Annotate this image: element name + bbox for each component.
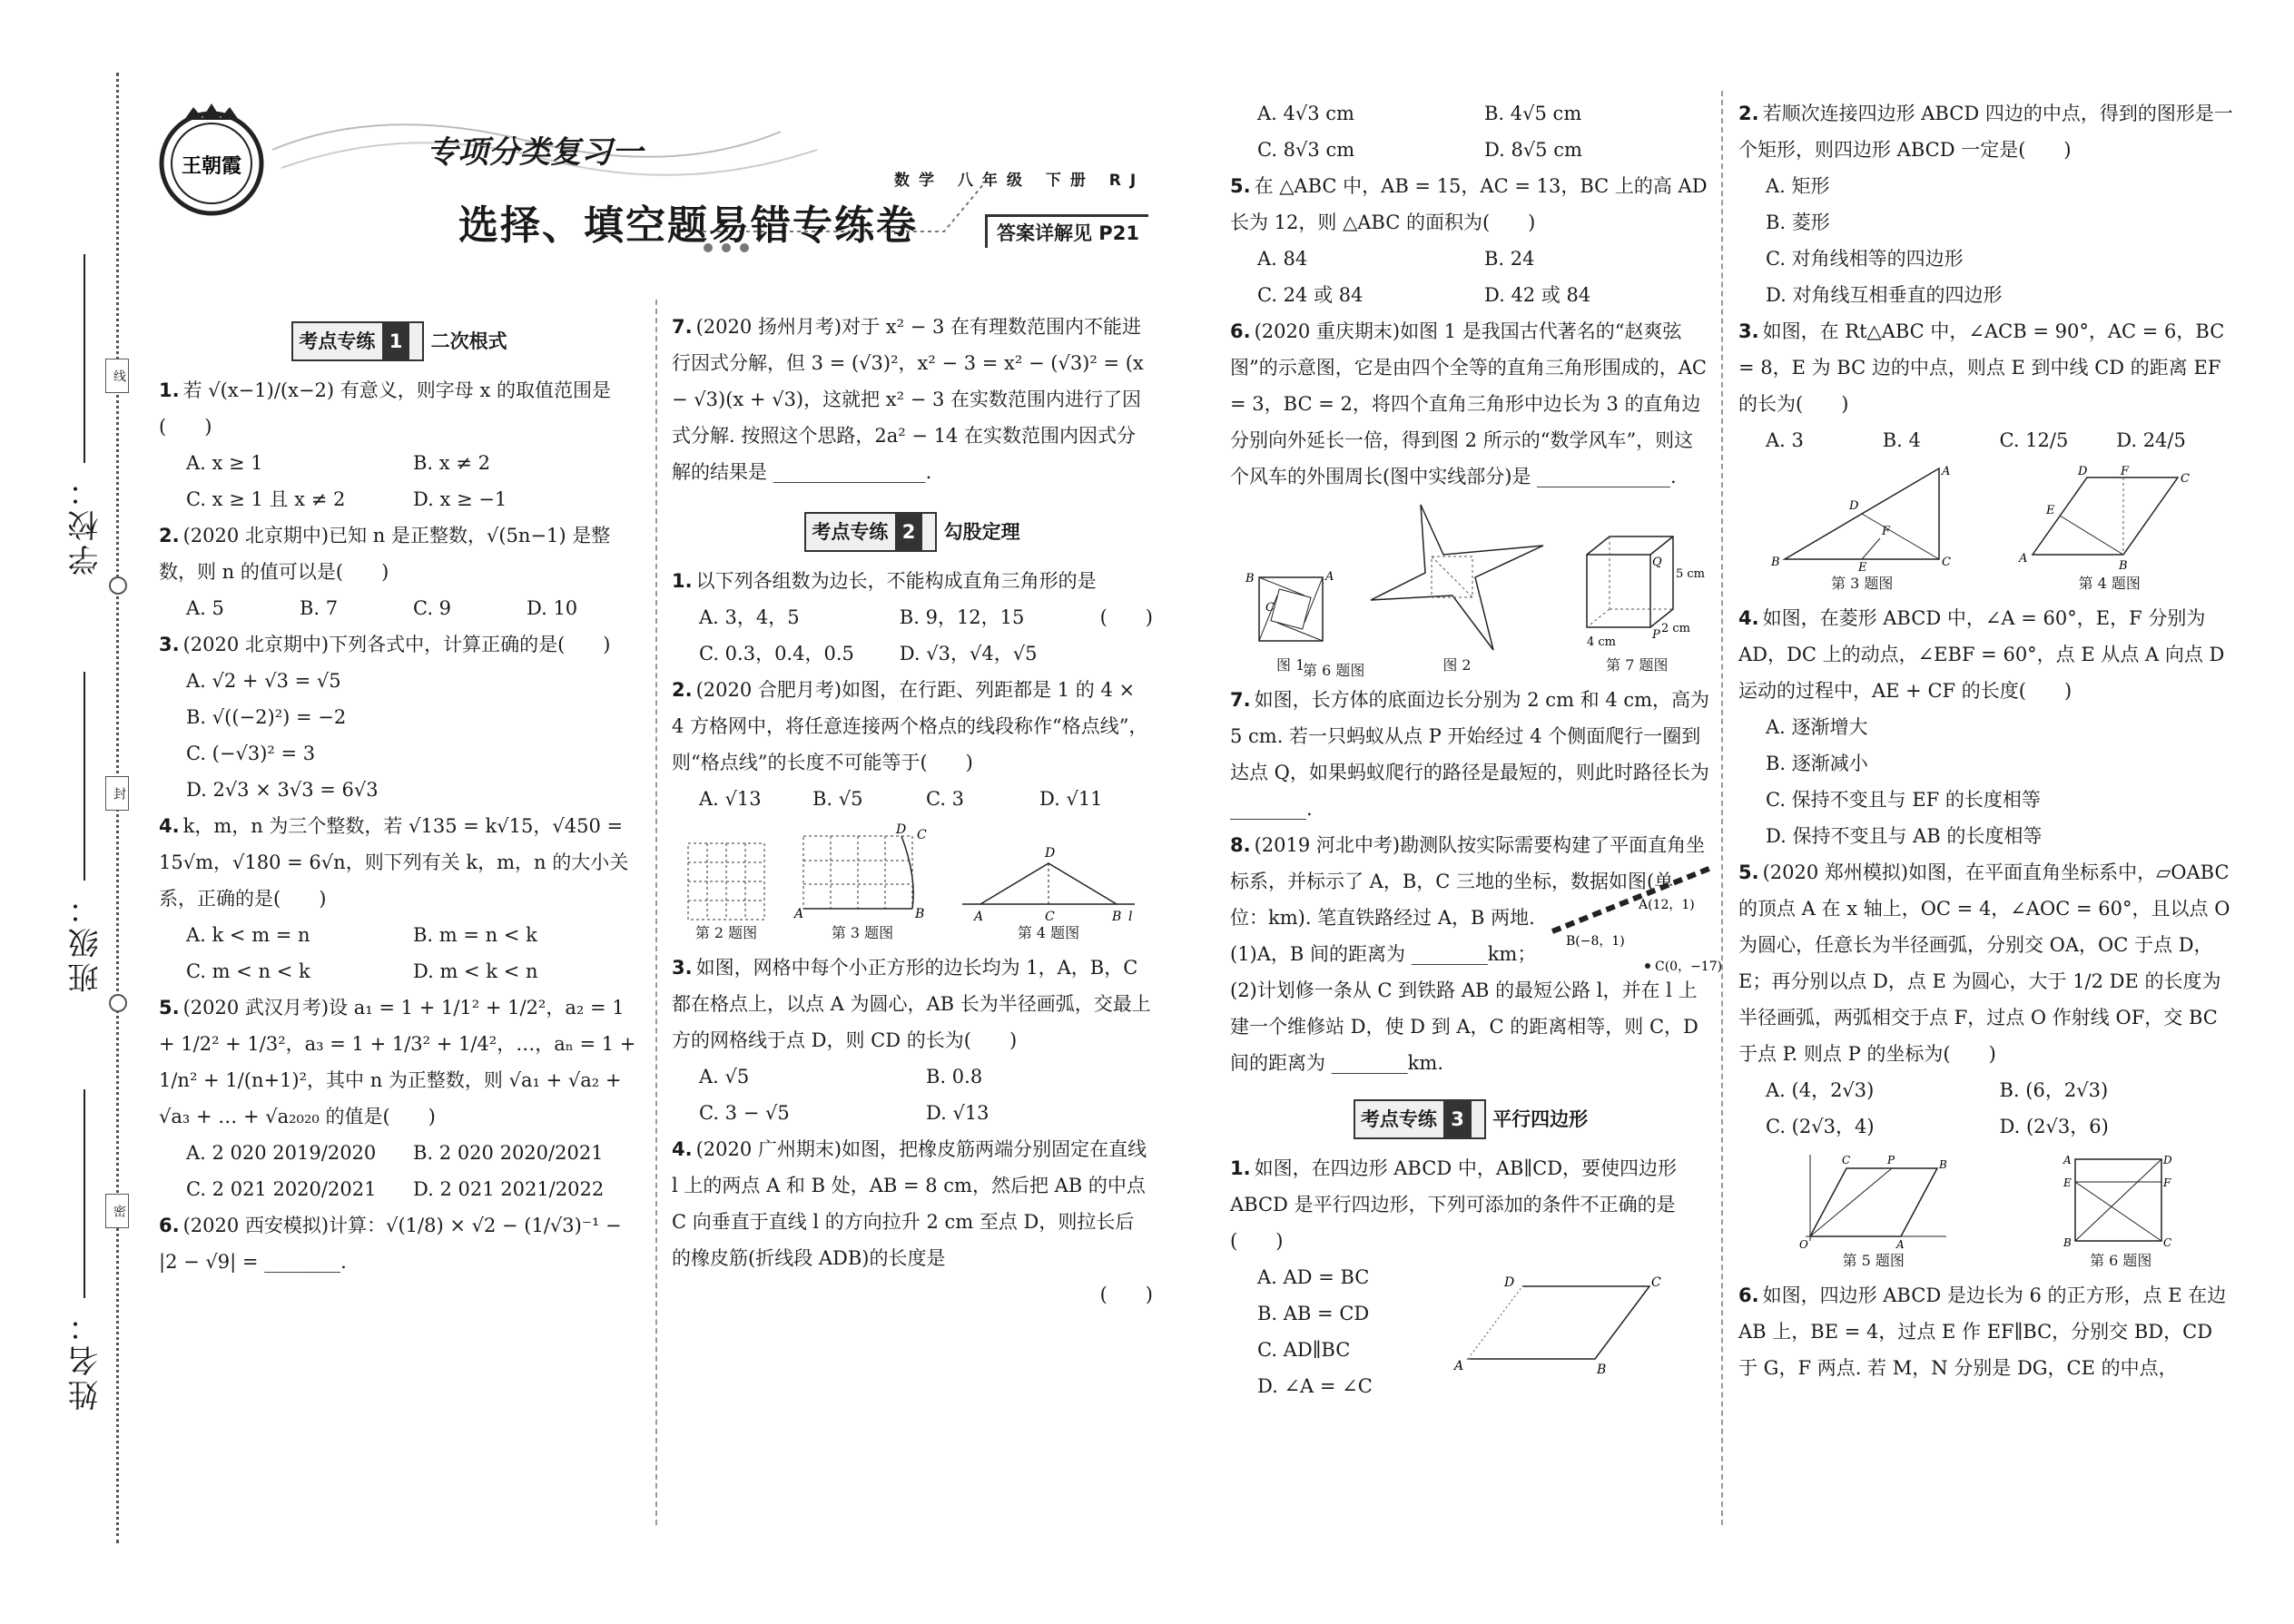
answer-ref: 答案详解见 P21 <box>985 214 1148 248</box>
svg-text:A: A <box>2063 1154 2072 1166</box>
question-part: (2)计划修一条从 C 到铁路 AB 的最短公路 l，并在 l 上建一个维修站 D，使 D 到 A，C 的距离相等，则 C，D 间的距离为 ________km. <box>1230 979 1698 1074</box>
svg-text:F: F <box>1882 525 1891 538</box>
question: 4. k，m，n 为三个整数，若 √135 = k√15，√450 = 15√m，√180 = 6√n，则下列有关 k，m，n 的大小关系，正确的是( ) <box>159 815 629 910</box>
svg-text:A: A <box>974 910 984 924</box>
svg-text:C: C <box>1045 910 1055 924</box>
options: A. AD = BC B. AB = CD C. AD∥BC D. ∠A = ∠C <box>1257 1266 1373 1397</box>
question: 3. (2020 北京期中)下列各式中，计算正确的是( ) <box>159 634 611 655</box>
logo-text: 王朝霞 <box>181 154 242 178</box>
figure <box>1366 500 1548 676</box>
question: 7. 如图，长方体的底面边长分别为 2 cm 和 4 cm，高为 5 cm. 若一只蚂蚁从点 P 开始经过 4 个侧面爬行一圈到达点 Q，如果蚂蚁爬行的路径是最短的，则此时路径长为 ________. <box>1230 689 1710 820</box>
svg-text:D: D <box>1504 1275 1515 1290</box>
question: 2. (2020 北京期中)已知 n 是正整数，√(5n−1) 是整数，则 n 的值可以是( ) <box>159 525 611 583</box>
column-3 <box>1230 95 1723 1404</box>
rhombus-figure <box>2019 464 2200 573</box>
figure <box>958 841 1139 944</box>
svg-text:E: E <box>2045 504 2055 517</box>
question: 5. (2020 武汉月考)设 a₁ = 1 + 1/1² + 1/2²，a₂ = 1 + 1/2² + 1/3²，a₃ = 1 + 1/3² + 1/4²，…，aₙ = 1 + 1/n² + 1/(n+1)²，其中 n 为正整数，则 √a₁ + √a₂ + √a₃ + … + √a₂₀₂₀ 的值是( ) <box>159 997 636 1127</box>
options: A. √5 B. 0.8 C. 3 − √5 D. √13 <box>699 1066 989 1124</box>
svg-text:B: B <box>1771 556 1780 569</box>
options: A. 4√3 cm B. 4√5 cm C. 8√3 cm D. 8√5 cm <box>1257 103 1582 161</box>
options: A. √2 + √3 = √5 B. √((−2)²) = −2 C. (−√3)² = 3 D. 2√3 × 3√3 = 6√3 <box>186 670 379 801</box>
class-label: 班级： <box>68 890 104 993</box>
column-divider <box>1721 91 1723 1525</box>
mark-line: 线 <box>105 359 129 393</box>
figure-row <box>1738 464 2233 595</box>
options: A. √13 B. √5 C. 3 D. √11 <box>699 788 1103 810</box>
mark-secret: 密 <box>105 1194 129 1228</box>
figure-caption: 第 3 题图 <box>831 924 894 941</box>
figure-caption: 第 6 题图 <box>1303 662 1365 679</box>
school-line <box>84 254 85 463</box>
svg-text:F: F <box>2163 1176 2171 1189</box>
svg-text:4 cm: 4 cm <box>1587 635 1617 649</box>
mark-seal: 封 <box>105 776 129 811</box>
svg-text:F: F <box>2120 465 2129 478</box>
svg-text:l: l <box>1128 910 1133 924</box>
options: A. 3，4，5 B. 9，12，15 C. 0.3，0.4，0.5 D. √3，√4，√5 <box>699 606 1038 664</box>
svg-text:D: D <box>1849 499 1859 513</box>
figure <box>794 822 930 944</box>
figure-caption: 图 1 <box>1276 656 1305 674</box>
question: 6. (2020 重庆期末)如图 1 是我国古代著名的“赵爽弦图”的示意图，它是由四个全等的直角三角形围成的，AC = 3，BC = 2，将四个直角三角形中边长为 3 的直角边分别向外延长一倍，得到图 2 所示的“数学风车”，则这个风车的外围周长(图中实线部分)是 ______________. <box>1230 320 1707 487</box>
figure <box>685 841 767 944</box>
svg-text:A: A <box>1895 1238 1905 1251</box>
question: 3. 如图，在 Rt△ABC 中，∠ACB = 90°，AC = 6，BC = 8，E 为 BC 边的中点，则点 E 到中线 CD 的距离 EF 的长为( ) <box>1738 320 2225 415</box>
svg-text:P: P <box>1652 628 1661 642</box>
parallelogram-figure <box>1450 1259 1686 1386</box>
binding-ring <box>109 576 127 595</box>
options: A. 5 B. 7 C. 9 D. 10 <box>186 597 578 619</box>
publisher-logo <box>153 100 271 218</box>
figure-caption: 第 4 题图 <box>2078 575 2141 592</box>
svg-text:P: P <box>1886 1154 1895 1166</box>
figure-caption: 第 3 题图 <box>1831 575 1894 592</box>
svg-text:A: A <box>794 907 804 921</box>
cuboid-figure <box>1578 527 1706 655</box>
question: 5. 在 △ABC 中，AB = 15，AC = 13，BC 上的高 AD 长为 12，则 △ABC 的面积为( ) <box>1230 175 1708 233</box>
options: A. 逐渐增大 B. 逐渐减小 C. 保持不变且与 EF 的长度相等 D. 保持不变且与 AB 的长度相等 <box>1766 716 2043 847</box>
options: A. x ≥ 1 B. x ≠ 2 C. x ≥ 1 且 x ≠ 2 D. x ≥ −1 <box>186 452 507 510</box>
svg-text:Q: Q <box>1652 556 1662 569</box>
options: A. 矩形 B. 菱形 C. 对角线相等的四边形 D. 对角线互相垂直的四边形 <box>1766 175 2003 306</box>
column-2 <box>672 309 1153 1313</box>
triangle-figure <box>958 841 1139 922</box>
question: 1. 以下列各组数为边长，不能构成直角三角形的是 ( ) <box>672 570 1153 628</box>
class-line <box>84 672 85 881</box>
subject-meta: 数学 八年级 下册 RJ <box>894 172 1146 190</box>
column-divider <box>655 300 657 1525</box>
question: 1. 如图，在四边形 ABCD 中，AB∥CD，要使四边形 ABCD 是平行四边形，下列可添加的条件不正确的是( ) <box>1230 1157 1678 1252</box>
svg-text:C: C <box>1265 601 1275 615</box>
svg-text:D: D <box>1045 846 1056 861</box>
svg-text:A: A <box>2018 552 2028 566</box>
square-figure <box>2062 1150 2180 1250</box>
question: 5. (2020 郑州模拟)如图，在平面直角坐标系中，▱OABC 的顶点 A 在 x 轴上，OC = 4，∠AOC = 60°，且以点 O 为圆心，任意长为半径画弧，分别交 OA，OC 于点 D，E；再分别以点 D，点 E 为圆心，大于 1/2 DE 的长度为半径画弧，两弧相交于点 F，过点 O 作射线 OF，交 BC 于点 P. 则点 P 的坐标为( ) <box>1738 861 2230 1065</box>
options: A. k < m = n B. m = n < k C. m < n < k D. m < k < n <box>186 924 538 982</box>
question: 4. 如图，在菱形 ABCD 中，∠A = 60°，E，F 分别为 AD，DC 上的动点，∠EBF = 60°，点 E 从点 A 向点 D 运动的过程中，AE + CF 的长度( ) <box>1738 607 2225 702</box>
svg-text:D: D <box>2163 1154 2172 1166</box>
svg-text:B: B <box>1938 1158 1947 1171</box>
figure-caption: 图 2 <box>1442 656 1472 674</box>
figure <box>1792 1150 1955 1272</box>
svg-text:B: B <box>2118 559 2128 573</box>
school-label: 学校： <box>68 472 104 576</box>
arc-figure <box>794 822 930 922</box>
svg-text:D: D <box>2077 465 2088 478</box>
svg-text:O: O <box>1798 1238 1808 1251</box>
figure <box>2019 464 2200 595</box>
svg-text:B(−8，1): B(−8，1) <box>1566 934 1625 949</box>
figure <box>2062 1150 2180 1272</box>
svg-text:D: D <box>896 822 907 837</box>
svg-text:B: B <box>915 907 925 921</box>
coordinate-parallelogram-figure <box>1792 1150 1955 1250</box>
svg-text:C: C <box>2180 472 2190 486</box>
svg-text:B: B <box>1245 572 1255 586</box>
section-header: 考点专练 1 二次根式 <box>159 321 640 361</box>
figure-caption: 第 5 题图 <box>1842 1252 1905 1269</box>
section-header: 考点专练 3 平行四边形 <box>1230 1099 1711 1139</box>
options: A. 2 020 2019/2020 B. 2 020 2020/2021 C. 2 021 2020/2021 D. 2 021 2021/2022 <box>186 1142 605 1200</box>
question: 2. (2020 合肥月考)如图，在行距、列距都是 1 的 4 × 4 方格网中，将任意连接两个格点的线段称作“格点线”，则“格点线”的长度不可能等于( ) <box>672 679 1148 773</box>
series-title: 专项分类复习一 <box>427 134 643 171</box>
svg-text:5 cm: 5 cm <box>1676 567 1706 581</box>
svg-text:E: E <box>2063 1176 2072 1189</box>
svg-text:C: C <box>1651 1275 1661 1290</box>
svg-text:B: B <box>1112 910 1122 924</box>
options: A. 84 B. 24 C. 24 或 84 D. 42 或 84 <box>1257 248 1591 306</box>
options-with-figure <box>1230 1259 1711 1404</box>
binding-ring <box>109 994 127 1012</box>
figure-row <box>672 822 1153 944</box>
figure <box>1771 464 1953 595</box>
windmill-figure <box>1366 500 1548 655</box>
name-line <box>84 1089 85 1298</box>
column-1 <box>159 309 640 1280</box>
section-header: 考点专练 2 勾股定理 <box>672 512 1153 552</box>
svg-text:A: A <box>1942 465 1951 478</box>
question: 2. 若顺次连接四边形 ABCD 四边的中点，得到的图形是一个矩形，则四边形 ABCD 一定是( ) <box>1738 103 2233 161</box>
column-4 <box>1738 95 2233 1386</box>
question: 6. (2020 西安模拟)计算：√(1/8) × √2 − (1/√3)⁻¹ − |2 − √9| = ________. <box>159 1215 622 1273</box>
question: 3. 如图，网格中每个小正方形的边长均为 1，A，B，C 都在格点上，以点 A 为圆心，AB 长为半径画弧，交最上方的网格线于点 D，则 CD 的长为( ) <box>672 957 1151 1051</box>
binding-margin <box>0 0 136 1624</box>
figure-caption: 第 6 题图 <box>2090 1252 2152 1269</box>
svg-text:A: A <box>1324 570 1334 584</box>
svg-text:B: B <box>2063 1236 2072 1249</box>
figure-row <box>1230 500 1711 676</box>
page-title: 选择、填空题易错专练卷 <box>458 202 918 249</box>
svg-text:A: A <box>1454 1359 1464 1373</box>
svg-text:C: C <box>1841 1154 1850 1166</box>
options: A. 3 B. 4 C. 12/5 D. 24/5 <box>1766 429 2186 451</box>
question-part: (1)A，B 间的距离为 ________km； <box>1230 943 1537 965</box>
svg-text:C: C <box>2163 1236 2172 1249</box>
question: 4. (2020 广州期末)如图，把橡皮筋两端分别固定在直线 l 上的两点 A 和 B 处，AB = 8 cm，然后把 AB 的中点 C 向垂直于直线 l 的方向拉升 2 cm 至点 D，则拉长后的橡皮筋(折线段 ADB)的长度是 ( ) <box>672 1138 1153 1305</box>
figure <box>1578 527 1706 676</box>
figure-caption: 第 4 题图 <box>1017 924 1080 941</box>
question: 7. (2020 扬州月考)对于 x² − 3 在有理数范围内不能进行因式分解，但 3 = (√3)²，x² − 3 = x² − (√3)² = (x − √3)(x + √3)，这就把 x² − 3 在实数范围内进行了因式分解. 按照这个思路，2a² − 14 在实数范围内因式分解的结果是 ________________. <box>672 316 1144 483</box>
svg-text:C(0，−17): C(0，−17) <box>1655 960 1723 974</box>
zhao-shuang-figure <box>1245 564 1336 655</box>
question: 6. 如图，四边形 ABCD 是边长为 6 的正方形，点 E 在边 AB 上，BE = 4，过点 E 作 EF∥BC，分别交 BD，CD 于 G，F 两点. 若 M，N 分别是 DG，CE 的中点， <box>1738 1284 2227 1379</box>
figure-caption: 第 2 题图 <box>694 924 758 941</box>
svg-text:C: C <box>1942 556 1952 569</box>
figure-caption: 第 7 题图 <box>1606 656 1669 674</box>
question: 1. 若 √(x−1)/(x−2) 有意义，则字母 x 的取值范围是( ) <box>159 379 611 438</box>
svg-text:2 cm: 2 cm <box>1661 622 1691 635</box>
options: A. (4，2√3) B. (6，2√3) C. (2√3，4) D. (2√3，6) <box>1766 1079 2109 1137</box>
railway-figure <box>1548 863 1729 972</box>
right-triangle-figure <box>1771 464 1953 573</box>
svg-text:B: B <box>1597 1363 1607 1377</box>
question: 8. (2019 河北中考)勘测队按实际需要构建了平面直角坐标系，并标示了 A，B，C 三地的坐标，数据如图(单位：km). 笔直铁路经过 A，B 两地. A(12，1) B(−8，1) C(0，−17) <box>1230 827 1711 936</box>
grid-figure <box>685 841 767 922</box>
svg-text:A(12，1): A(12，1) <box>1639 898 1695 912</box>
svg-text:C: C <box>917 828 927 842</box>
svg-text:E: E <box>1858 561 1867 575</box>
figure-row <box>1738 1150 2233 1272</box>
name-label: 姓名： <box>68 1307 104 1411</box>
